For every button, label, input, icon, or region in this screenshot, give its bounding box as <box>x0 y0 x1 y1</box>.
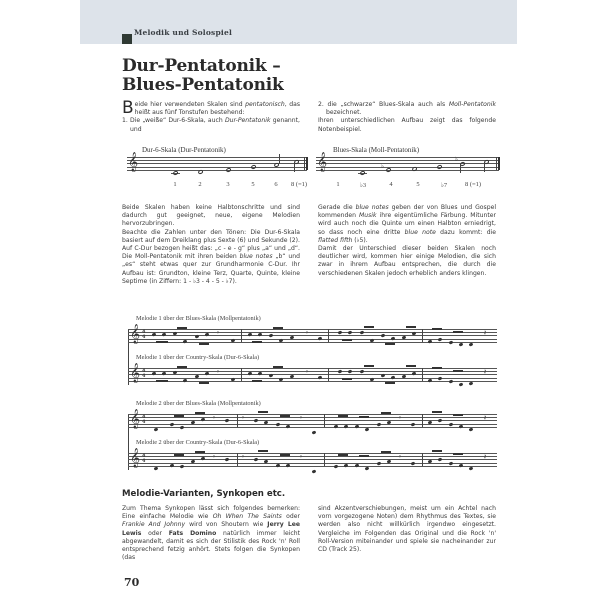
scale-degree: 8 (=1) <box>290 181 308 188</box>
body-left-column <box>122 204 300 286</box>
intro-paragraph: Beide hier verwendeten Skalen sind pentatonisch, das heißt aus fünf Tonstufen bestehend: <box>122 98 300 118</box>
paragraph: sind Akzentverschiebungen, meist um ein Achtel nach vorn vorgezogene Noten) dem Rhythmus des Textes, sie werden also nicht willkürlich irgendwo eingesetzt. Vergleiche im Folgenden das Original und die Rock 'n' Roll-Version miteinander und spiele sie nacheinander zur CD (Track 25). <box>318 505 496 554</box>
page-title <box>122 57 284 95</box>
scale-title: Blues-Skala (Moll-Pentatonik) <box>333 146 420 154</box>
list-item-2: 2. die „schwarze“ Blues-Skala auch als Moll-Pentatonik bezeichnet. <box>318 101 496 117</box>
running-header-band <box>80 0 517 44</box>
treble-clef-icon: 𝄞 <box>130 448 141 468</box>
treble-clef-icon: 𝄞 <box>317 152 328 172</box>
running-header-title: Melodik und Solospiel <box>134 28 232 37</box>
treble-clef-icon: 𝄞 <box>130 363 141 383</box>
page-number: 70 <box>124 576 140 589</box>
header-marker-square <box>122 34 132 44</box>
melody-label: Melodie 1 über der Country-Skala (Dur-6-Skala) <box>136 354 260 361</box>
scale-degree: 1 <box>173 181 177 188</box>
melody-staff: 𝄞 4 4 𝄾 𝄾 𝄽 <box>128 329 497 343</box>
paragraph: Gerade die blue notes geben der von Blues und Gospel kommenden Musik ihre eigentümliche Färbung. Mitunter wird auch noch die Quinte um einen Halbton erniedrigt, so dass noch eine dritte blue note dazu kommt: die flatted fifth (♭5). <box>318 204 497 244</box>
staff <box>127 152 307 172</box>
scale-degree: ♭7 <box>440 182 448 189</box>
scale-degree: 6 <box>274 181 278 188</box>
intro-left-column <box>122 98 300 134</box>
flat-icon: ♭ <box>455 156 458 163</box>
list-item-1: 1. Die „weiße“ Dur-6-Skala, auch Dur-Pentatonik genannt, und <box>122 117 300 133</box>
melody-staff: 𝄞 4 4 𝄾 𝄾 𝄾 𝄾 𝄽 <box>128 414 497 428</box>
title-line-2: Blues-Pentatonik <box>122 75 284 95</box>
flat-icon: ♭ <box>381 163 384 170</box>
intro-right-column <box>318 101 496 134</box>
time-signature: 4 4 <box>142 368 146 379</box>
scale-degree: 4 <box>389 181 393 188</box>
scale-degree: 5 <box>251 181 255 188</box>
melody-staff: 𝄞 4 4 𝄾 𝄾 𝄽 <box>128 368 497 382</box>
body-right-column <box>318 204 496 278</box>
intro-paragraph-2: Ihren unterschiedlichen Aufbau zeigt das folgende Notenbeispiel. <box>318 117 496 133</box>
melody-staff: 𝄞 4 4 𝄾 𝄾 𝄾 𝄾 𝄽 <box>128 453 497 467</box>
note-g <box>251 164 257 169</box>
drop-cap: B <box>122 98 134 118</box>
section-heading: Melodie-Varianten, Synkopen etc. <box>122 489 286 499</box>
treble-clef-icon: 𝄞 <box>130 409 141 429</box>
scale-degree: 1 <box>336 181 340 188</box>
treble-clef-icon: 𝄞 <box>128 152 139 172</box>
staff <box>316 152 499 172</box>
time-signature: 4 4 <box>142 414 146 425</box>
time-signature: 4 4 <box>142 329 146 340</box>
note-g <box>437 164 443 169</box>
time-signature: 4 4 <box>142 453 146 464</box>
title-line-1: Dur-Pentatonik – <box>122 56 281 76</box>
melody-label: Melodie 2 über der Country-Skala (Dur-6-Skala) <box>136 439 260 446</box>
scale-degree: ♭3 <box>359 182 367 189</box>
scale-degree: 2 <box>198 181 202 188</box>
melody-label: Melodie 2 über der Blues-Skala (Mollpentatonik) <box>136 400 261 407</box>
scale-title: Dur-6-Skala (Dur-Pentatonik) <box>142 146 226 154</box>
paragraph: Beide Skalen haben keine Halbtonschritte und sind dadurch gut geeignet, neue, eigene Melodien hervorzubringen. <box>122 204 300 228</box>
paragraph: Zum Thema Synkopen lässt sich folgendes bemerken: Eine einfache Melodie wie Oh When The Saints oder Frankie And Johnny wird von Shoutern wie Jerry Lee Lewis oder Fats Domino natürlich immer leicht abgewandelt, damit es sich der Stilistik des Rock 'n' Roll entsprechend fetzig anhört. Stets folgen die Synkopen (das <box>122 505 301 562</box>
paragraph: Beachte die Zahlen unter den Tönen: Die Dur-6-Skala basiert auf dem Dreiklang plus Sexte (6) und Sekunde (2). Auf C-Dur bezogen heißt das: „c - e - g“ plus „a“ und „d“. Die Moll-Pentatonik mit ihren beiden blue notes „b“ und „es“ steht etwas quer zur Grundharmonie C-Dur. Ihr Aufbau ist: Grundton, kleine Terz, Quarte, Quinte, kleine Septime (in Ziffern: 1 - ♭3 - 4 - 5 - ♭7). <box>122 228 300 285</box>
section2-left-column <box>122 505 300 562</box>
scale-degree: 3 <box>226 181 230 188</box>
section2-right-column <box>318 505 496 554</box>
melody-label: Melodie 1 über der Blues-Skala (Mollpentatonik) <box>136 315 261 322</box>
treble-clef-icon: 𝄞 <box>130 324 141 344</box>
scale-degree: 8 (=1) <box>464 181 482 188</box>
scale-degree: 5 <box>416 181 420 188</box>
paragraph: Damit der Unterschied dieser beiden Skalen noch deutlicher wird, kommen hier einige Melodien, die sich zwar in ihrem Aufbau entsprechen, die durch die verschiedenen Skalen jedoch erheblich anders klingen. <box>318 245 496 277</box>
